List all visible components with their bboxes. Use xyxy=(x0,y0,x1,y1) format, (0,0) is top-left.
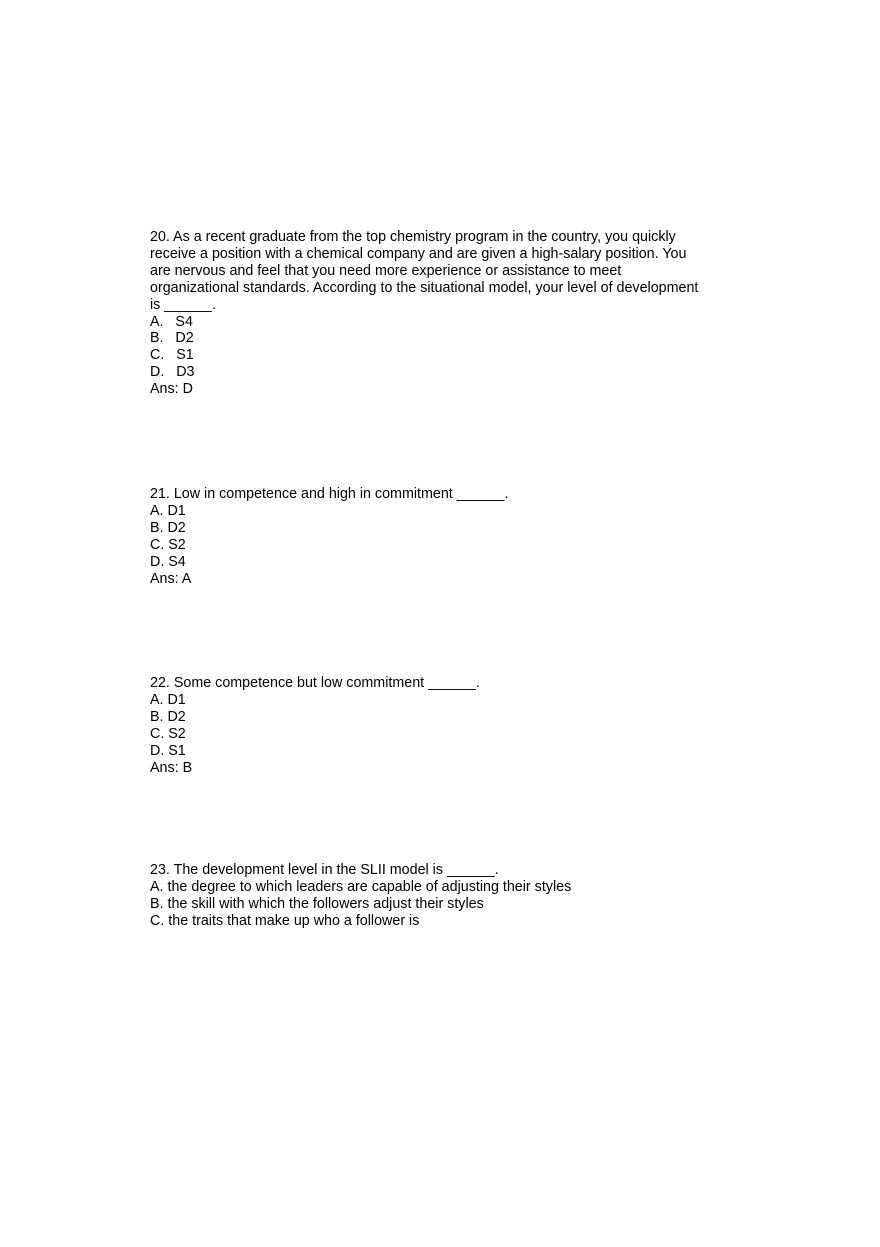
answer-option: A. S4 xyxy=(150,313,193,330)
answer-option: D. S4 xyxy=(150,553,186,570)
answer-key: Ans: D xyxy=(150,381,193,398)
question-stem-line: is ______. xyxy=(150,296,216,313)
answer-option: B. D2 xyxy=(150,519,186,536)
question-stem-line: 23. The development level in the SLII model is ______. xyxy=(150,862,499,878)
answer-option: B. the skill with which the followers adjust their styles xyxy=(150,895,484,912)
answer-option: D. S1 xyxy=(150,742,186,759)
answer-option: B. D2 xyxy=(150,708,186,725)
answer-option: C. S2 xyxy=(150,536,186,553)
answer-option: A. D1 xyxy=(150,691,186,708)
question-23 xyxy=(150,862,740,930)
question-stem-line: organizational standards. According to the situational model, your level of development xyxy=(150,279,699,296)
question-stem-line: are nervous and feel that you need more experience or assistance to meet xyxy=(150,262,622,279)
answer-option: A. the degree to which leaders are capable of adjusting their styles xyxy=(150,878,572,895)
question-stem-line: 21. Low in competence and high in commitment ______. xyxy=(150,486,509,502)
answer-option: C. S1 xyxy=(150,347,194,364)
question-20 xyxy=(150,229,740,398)
question-21 xyxy=(150,486,740,587)
answer-option: A. D1 xyxy=(150,502,186,519)
question-stem-line: receive a position with a chemical company and are given a high-salary position. You xyxy=(150,245,687,262)
question-stem-line: 22. Some competence but low commitment ______. xyxy=(150,675,480,691)
answer-option: C. S2 xyxy=(150,725,186,742)
answer-option: D. D3 xyxy=(150,364,195,381)
answer-key: Ans: B xyxy=(150,759,193,776)
question-22 xyxy=(150,675,740,776)
answer-option: B. D2 xyxy=(150,330,194,347)
answer-key: Ans: A xyxy=(150,570,192,587)
answer-option: C. the traits that make up who a follower is xyxy=(150,912,420,929)
question-stem-line: 20. As a recent graduate from the top chemistry program in the country, you quickly xyxy=(150,229,676,245)
